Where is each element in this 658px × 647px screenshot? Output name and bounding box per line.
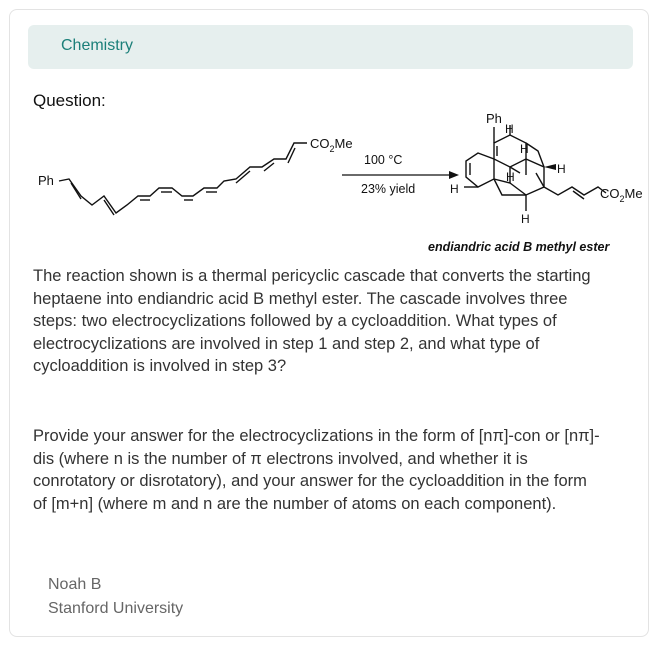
subject-header [28,25,633,69]
product-ph-label: Ph [486,111,502,126]
reactant-ph-label: Ph [38,173,54,188]
product-ester-label: $CO_2Me$ [600,186,643,204]
product-name: endiandric acid B methyl ester [428,240,610,254]
condition-temperature: 100 °C [364,153,403,167]
product-h-label-5: H [506,170,515,184]
question-card [9,9,649,637]
product-h-label-4: H [450,182,459,196]
stereo-wedge [544,164,556,170]
question-paragraph-2: Provide your answer for the electrocyclizations in the form of [nπ]-con or [nπ]-dis (where n is the number of π electrons involved, and whether it is conrotatory or disrotatory), and your answer for the cycloaddition in the form of [m+n] (where m and n are the number of atoms on each component). [33,427,600,513]
product-h-label-2: H [520,142,529,156]
reaction-arrow [342,171,459,179]
question-label: Question: [33,91,106,110]
reactant-ester-label: $CO_2Me$ [310,136,353,154]
product-h-label-3: H [557,162,566,176]
product-h-label-1: H [505,122,514,136]
author-name: Noah B [48,576,102,593]
subject-label: Chemistry [61,37,134,54]
product-structure [464,125,606,211]
reactant-structure [59,143,307,215]
question-paragraph-1: The reaction shown is a thermal pericyclic cascade that converts the starting heptaene into endiandric acid B methyl ester. The cascade involves three steps: two electrocyclizations followed by a cycloaddition. What types of electrocyclizations are involved in step 1 and step 2, and what type of cycloaddition is involved in step 3? [33,267,591,376]
author-affiliation: Stanford University [48,600,184,617]
condition-yield: 23% yield [361,182,416,196]
product-h-label-6: H [521,212,530,226]
reaction-scheme [24,103,643,258]
